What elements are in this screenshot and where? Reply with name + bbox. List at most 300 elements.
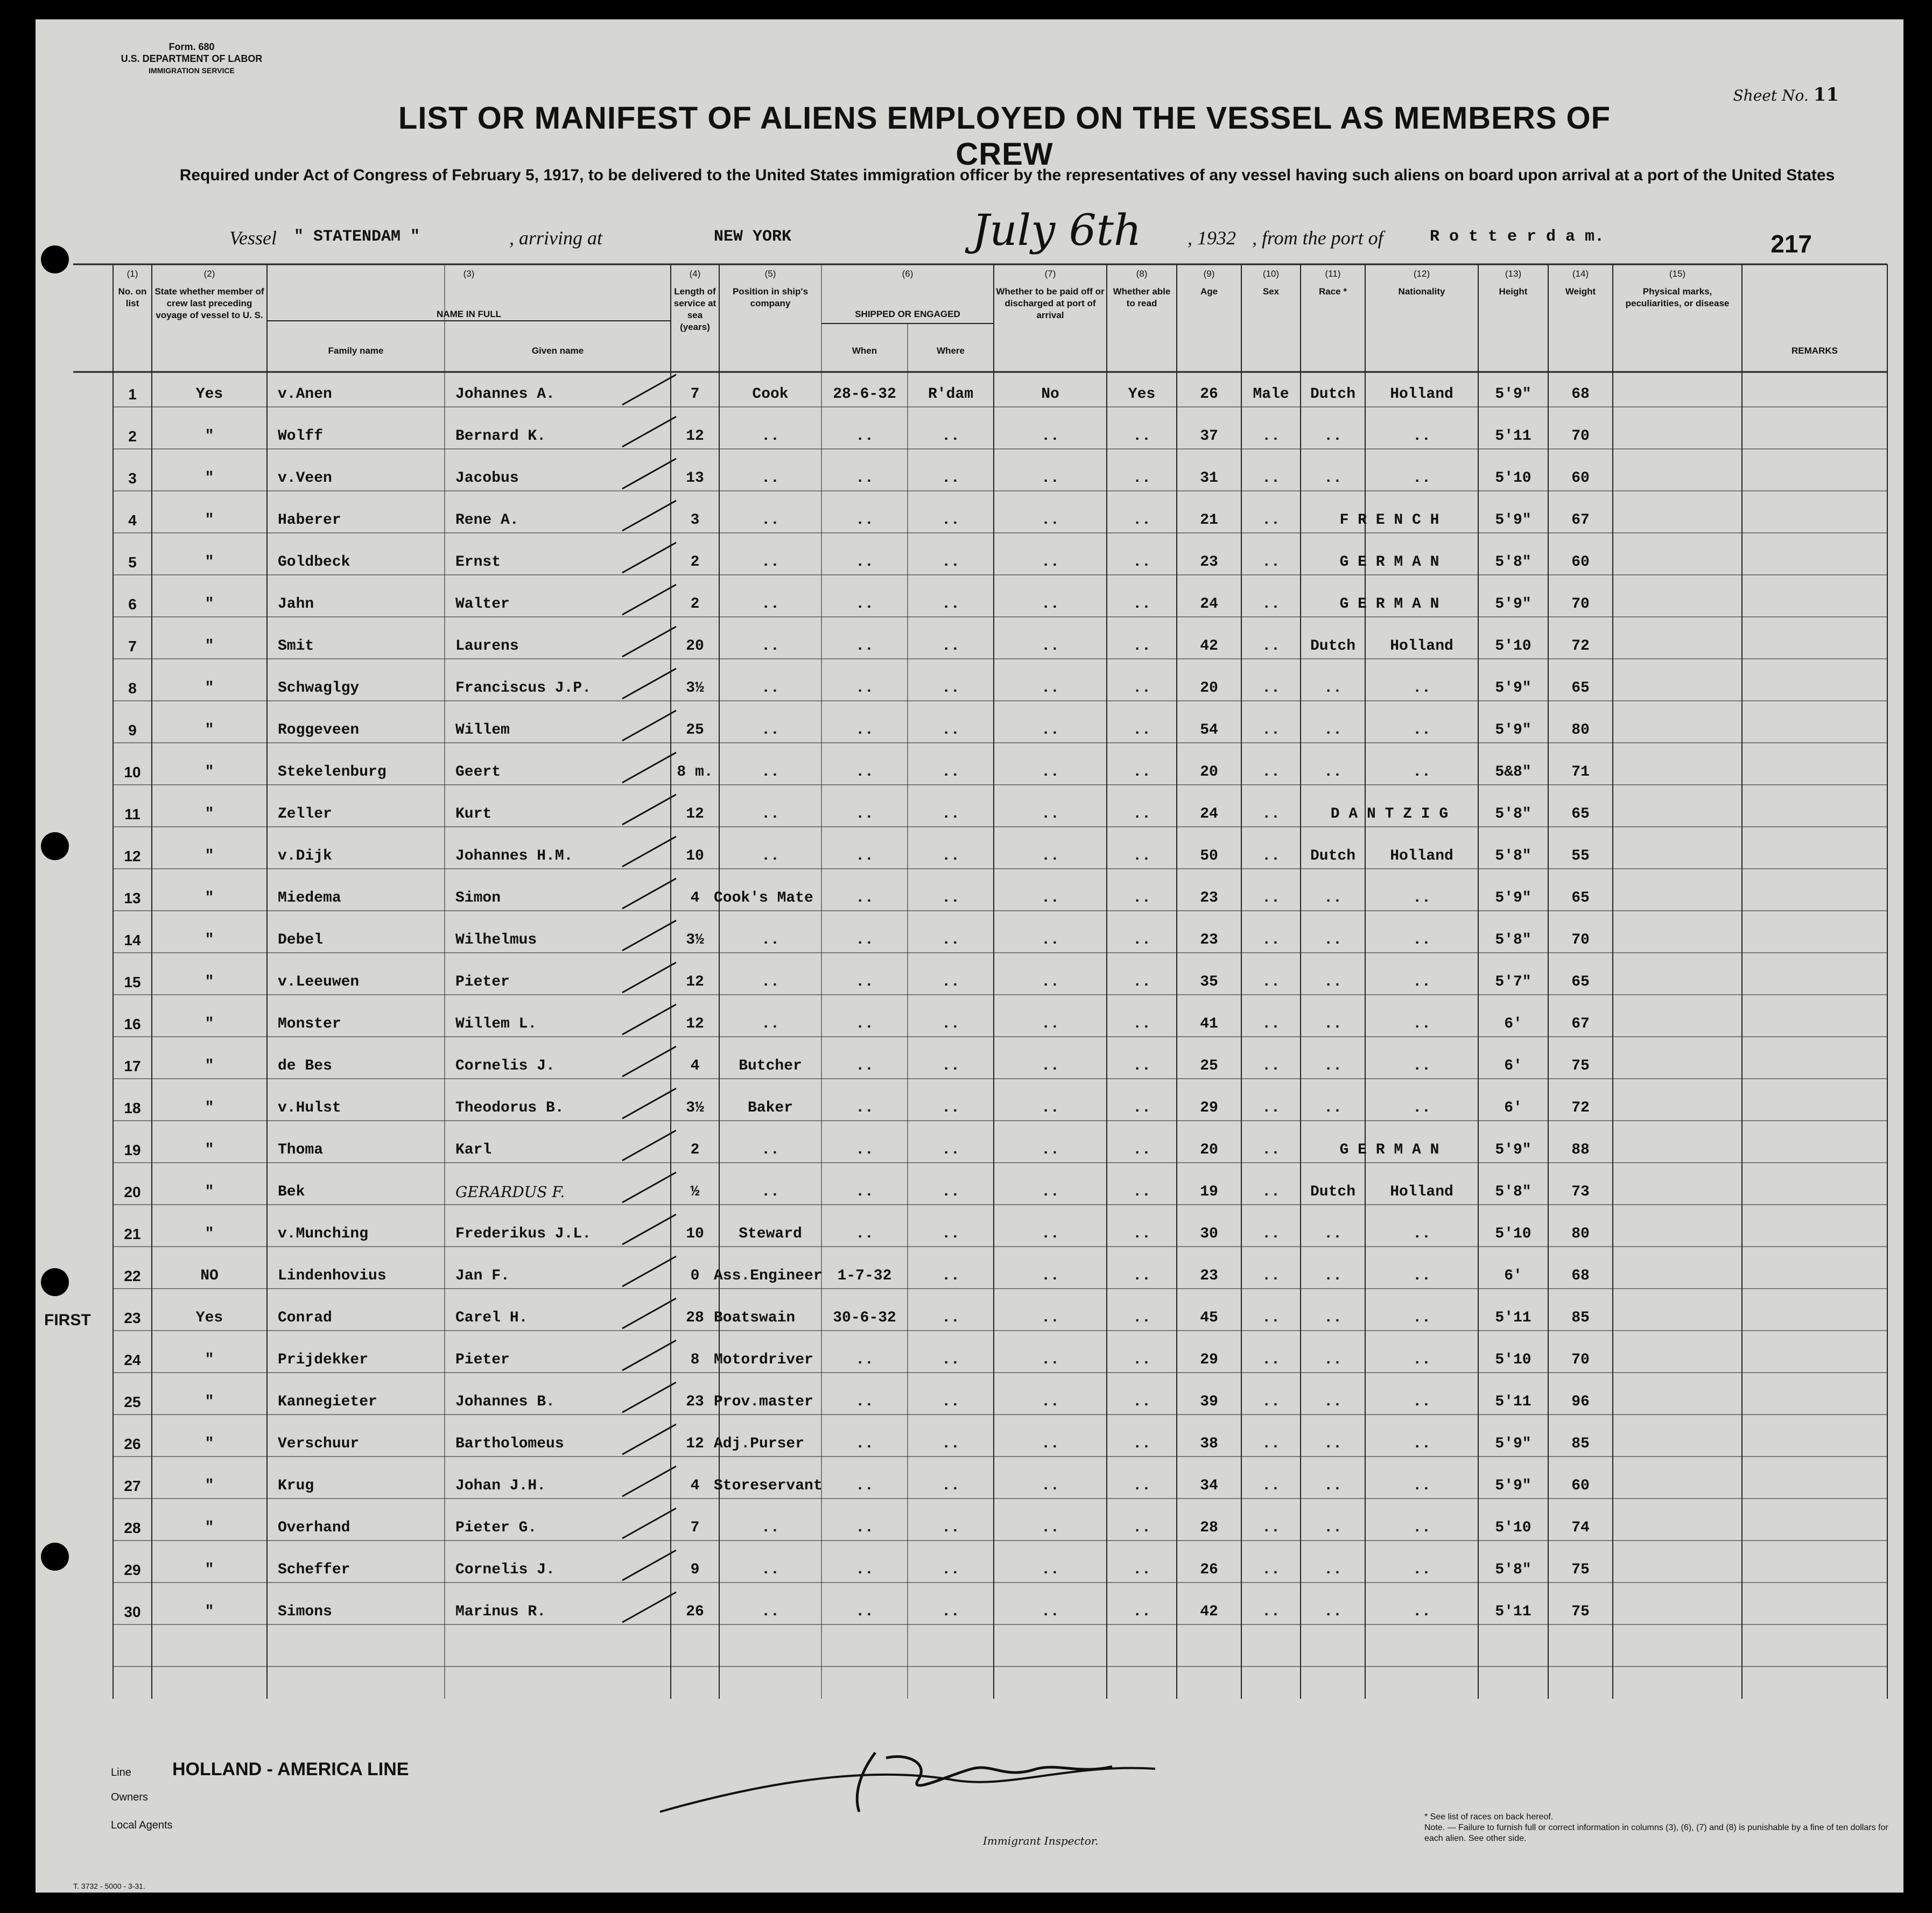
able-to-read: .. bbox=[1133, 1478, 1151, 1494]
weight: 72 bbox=[1571, 638, 1590, 655]
height: 5'11 bbox=[1495, 428, 1531, 445]
position: .. bbox=[761, 638, 779, 655]
column-number: (5) bbox=[764, 269, 776, 279]
service-years: 25 bbox=[686, 722, 704, 739]
age: 42 bbox=[1200, 1603, 1218, 1620]
position: Storeservant bbox=[714, 1478, 823, 1494]
weight: 70 bbox=[1571, 596, 1590, 613]
position: Adj.Purser bbox=[714, 1436, 805, 1452]
age: 54 bbox=[1200, 722, 1218, 739]
column-number: (14) bbox=[1572, 269, 1589, 279]
prior-voyage: " bbox=[205, 764, 214, 780]
race: .. bbox=[1324, 1268, 1342, 1284]
prior-voyage: " bbox=[205, 722, 214, 739]
given-name: Carel H. bbox=[455, 1310, 528, 1326]
weight: 80 bbox=[1571, 1226, 1590, 1242]
column-number: (11) bbox=[1325, 269, 1341, 279]
race: .. bbox=[1324, 1226, 1342, 1242]
paid-off: .. bbox=[1041, 470, 1059, 487]
family-name: Zeller bbox=[278, 806, 332, 822]
nationality: .. bbox=[1413, 1100, 1431, 1116]
family-name: v.Veen bbox=[278, 470, 332, 487]
weight: 65 bbox=[1571, 974, 1590, 990]
shipped-where: .. bbox=[942, 512, 960, 529]
sex: .. bbox=[1262, 1142, 1280, 1158]
check-mark bbox=[622, 920, 676, 951]
service-years: 10 bbox=[686, 848, 704, 864]
shipped-when: .. bbox=[855, 554, 874, 571]
c11-header: Race * bbox=[1319, 286, 1347, 297]
age: 37 bbox=[1200, 428, 1218, 445]
given-name: Franciscus J.P. bbox=[455, 680, 592, 697]
given-name: Frederikus J.L. bbox=[455, 1226, 592, 1242]
c13-header: Height bbox=[1499, 286, 1528, 297]
height: 5'9" bbox=[1495, 722, 1531, 739]
check-mark bbox=[622, 627, 676, 657]
given-name: Rene A. bbox=[455, 512, 519, 529]
prior-voyage: " bbox=[205, 1016, 214, 1032]
weight: 67 bbox=[1571, 1016, 1590, 1032]
race: .. bbox=[1324, 722, 1342, 739]
shipped-where: .. bbox=[942, 722, 960, 739]
paid-off: .. bbox=[1041, 428, 1059, 445]
nationality: .. bbox=[1413, 1016, 1431, 1032]
prior-voyage: " bbox=[205, 1520, 214, 1536]
column-number: (2) bbox=[203, 269, 215, 279]
penalty-note: Note. — Failure to furnish full or correct information in columns (3), (6), (7) and (8) is punishable by a fine of ten dollars for each alien. See other side. bbox=[1424, 1823, 1888, 1843]
family-name: Simons bbox=[278, 1603, 332, 1620]
given-name: Bartholomeus bbox=[455, 1436, 564, 1452]
family-name: Goldbeck bbox=[278, 554, 350, 571]
family-name-header: Family name bbox=[328, 346, 384, 356]
prior-voyage: " bbox=[205, 848, 214, 864]
row-number: 7 bbox=[128, 638, 137, 655]
able-to-read: Yes bbox=[1128, 386, 1156, 403]
prior-voyage: NO bbox=[200, 1268, 219, 1284]
family-name: Scheffer bbox=[278, 1562, 350, 1578]
prior-voyage: " bbox=[205, 638, 214, 655]
sex: .. bbox=[1262, 1352, 1280, 1368]
service-years: 12 bbox=[686, 1016, 704, 1032]
weight: 85 bbox=[1571, 1310, 1590, 1326]
weight: 55 bbox=[1571, 848, 1590, 864]
family-name: Prijdekker bbox=[278, 1352, 369, 1368]
row-number: 17 bbox=[124, 1058, 141, 1074]
weight: 60 bbox=[1571, 554, 1590, 571]
shipped-when: .. bbox=[855, 932, 874, 948]
prior-voyage: " bbox=[205, 680, 214, 697]
height: 5'11 bbox=[1495, 1394, 1531, 1410]
able-to-read: .. bbox=[1133, 1603, 1151, 1620]
race: .. bbox=[1324, 1394, 1342, 1410]
shipped-when: .. bbox=[855, 1226, 874, 1242]
prior-voyage: " bbox=[205, 1142, 214, 1158]
family-name: Miedema bbox=[278, 890, 341, 906]
service-years: 4 bbox=[690, 890, 700, 906]
document-title: LIST OR MANIFEST OF ALIENS EMPLOYED ON THE VESSEL AS MEMBERS OF CREW bbox=[398, 101, 1611, 172]
height: 5'9" bbox=[1495, 512, 1531, 529]
paid-off: .. bbox=[1041, 890, 1059, 906]
shipped-when: 30-6-32 bbox=[833, 1310, 896, 1326]
check-mark bbox=[622, 1214, 676, 1244]
service-years: 7 bbox=[690, 386, 700, 403]
age: 26 bbox=[1200, 386, 1218, 403]
shipped-when: .. bbox=[855, 764, 874, 780]
age: 21 bbox=[1200, 512, 1218, 529]
c15-header: Physical marks, peculiarities, or disease bbox=[1625, 286, 1730, 308]
shipped-when: .. bbox=[855, 974, 874, 990]
shipped-where: .. bbox=[942, 848, 960, 864]
prior-voyage: " bbox=[205, 1436, 214, 1452]
given-name: Ernst bbox=[455, 554, 501, 571]
height: 6' bbox=[1504, 1100, 1522, 1116]
check-mark bbox=[622, 1382, 676, 1412]
shipped-where: R'dam bbox=[928, 386, 973, 403]
weight: 65 bbox=[1571, 806, 1590, 822]
paid-off: .. bbox=[1041, 1394, 1059, 1410]
prior-voyage: " bbox=[205, 1562, 214, 1578]
check-mark bbox=[622, 459, 676, 489]
given-name: Willem L. bbox=[455, 1016, 537, 1032]
departure-port: R o t t e r d a m. bbox=[1430, 228, 1605, 246]
family-name: Debel bbox=[278, 932, 324, 948]
position: .. bbox=[761, 596, 779, 613]
check-mark bbox=[622, 752, 676, 783]
nationality: Holland bbox=[1390, 1184, 1453, 1200]
position: .. bbox=[761, 1520, 779, 1536]
service-years: 23 bbox=[686, 1394, 704, 1410]
sex: .. bbox=[1262, 1226, 1280, 1242]
prior-voyage: " bbox=[205, 428, 214, 445]
height: 5'9" bbox=[1495, 1478, 1531, 1494]
shipped-when: .. bbox=[855, 1603, 874, 1620]
height: 5'10 bbox=[1495, 470, 1531, 487]
check-mark bbox=[622, 1298, 676, 1328]
paid-off: .. bbox=[1041, 512, 1059, 529]
nationality: Holland bbox=[1390, 638, 1453, 655]
service-years: 7 bbox=[690, 1520, 700, 1536]
row-number: 2 bbox=[128, 428, 137, 445]
given-name: Simon bbox=[455, 890, 501, 906]
service-years: 3 bbox=[690, 512, 700, 529]
height: 5'9" bbox=[1495, 680, 1531, 697]
weight: 67 bbox=[1571, 512, 1590, 529]
height: 5'10 bbox=[1495, 638, 1531, 655]
c1-header: No. on list bbox=[118, 286, 147, 308]
age: 28 bbox=[1200, 1520, 1218, 1536]
age: 19 bbox=[1200, 1184, 1218, 1200]
weight: 70 bbox=[1571, 1352, 1590, 1368]
shipped-when: .. bbox=[855, 1184, 874, 1200]
given-name: Pieter G. bbox=[455, 1520, 537, 1536]
shipped-when: .. bbox=[855, 1058, 874, 1074]
family-name: Haberer bbox=[278, 512, 341, 529]
shipped-where: .. bbox=[942, 1058, 960, 1074]
height: 5'8" bbox=[1495, 848, 1531, 864]
check-mark bbox=[622, 1256, 676, 1286]
able-to-read: .. bbox=[1133, 1268, 1151, 1284]
able-to-read: .. bbox=[1133, 764, 1151, 780]
c4-header: Length of service at sea (years) bbox=[673, 286, 716, 332]
sex: .. bbox=[1262, 512, 1280, 529]
position: .. bbox=[761, 1562, 779, 1578]
c9-header: Age bbox=[1200, 286, 1218, 297]
sex: .. bbox=[1262, 764, 1280, 780]
service-years: 12 bbox=[686, 806, 704, 822]
family-name: Krug bbox=[278, 1478, 314, 1494]
position: .. bbox=[761, 428, 779, 445]
check-mark bbox=[622, 1508, 676, 1538]
column-number: (10) bbox=[1262, 269, 1280, 279]
able-to-read: .. bbox=[1133, 638, 1151, 655]
local-agents-label: Local Agents bbox=[111, 1819, 173, 1831]
nationality: .. bbox=[1413, 1226, 1431, 1242]
paid-off: .. bbox=[1041, 1058, 1059, 1074]
c5-header: Position in ship's company bbox=[732, 286, 809, 308]
given-name: GERARDUS F. bbox=[455, 1183, 565, 1201]
race: .. bbox=[1324, 764, 1342, 780]
paid-off: .. bbox=[1041, 1016, 1059, 1032]
service-years: 3½ bbox=[686, 680, 704, 697]
row-number: 16 bbox=[124, 1016, 141, 1032]
form-service: IMMIGRATION SERVICE bbox=[149, 66, 235, 75]
row-number: 13 bbox=[124, 890, 141, 906]
race: .. bbox=[1324, 1352, 1342, 1368]
service-years: 8 m. bbox=[677, 764, 713, 780]
row-number: 24 bbox=[124, 1352, 141, 1368]
sex: .. bbox=[1262, 470, 1280, 487]
service-years: ½ bbox=[690, 1184, 700, 1200]
check-mark bbox=[622, 1172, 676, 1202]
given-name: Marinus R. bbox=[455, 1603, 546, 1620]
sex: .. bbox=[1262, 974, 1280, 990]
able-to-read: .. bbox=[1133, 848, 1151, 864]
shipped-when: .. bbox=[855, 470, 874, 487]
shipped-where: .. bbox=[942, 1562, 960, 1578]
prior-voyage: " bbox=[205, 932, 214, 948]
nationality: Holland bbox=[1390, 848, 1453, 864]
race: Dutch bbox=[1310, 848, 1355, 864]
able-to-read: .. bbox=[1133, 1436, 1151, 1452]
form-number: Form. 680 bbox=[168, 41, 215, 52]
height: 5'8" bbox=[1495, 1562, 1531, 1578]
nationality: .. bbox=[1413, 1268, 1431, 1284]
height: 5'8" bbox=[1495, 806, 1531, 822]
shipped-when: .. bbox=[855, 1478, 874, 1494]
given-name: Johannes H.M. bbox=[455, 848, 573, 864]
age: 20 bbox=[1200, 680, 1218, 697]
paid-off: .. bbox=[1041, 1142, 1059, 1158]
prior-voyage: " bbox=[205, 1478, 214, 1494]
height: 5'9" bbox=[1495, 1142, 1531, 1158]
nationality: Holland bbox=[1390, 386, 1453, 403]
row-number: 9 bbox=[128, 722, 137, 739]
age: 23 bbox=[1200, 890, 1218, 906]
family-name: Conrad bbox=[278, 1310, 332, 1326]
column-number: (8) bbox=[1136, 269, 1148, 279]
able-to-read: .. bbox=[1133, 554, 1151, 571]
given-name: Jacobus bbox=[455, 470, 519, 487]
able-to-read: .. bbox=[1133, 470, 1151, 487]
age: 24 bbox=[1200, 596, 1218, 613]
nationality: .. bbox=[1413, 1352, 1431, 1368]
paid-off: .. bbox=[1041, 680, 1059, 697]
height: 5'9" bbox=[1495, 386, 1531, 403]
position: Cook's Mate bbox=[714, 890, 813, 906]
shipped-where: .. bbox=[942, 974, 960, 990]
race: .. bbox=[1324, 1016, 1342, 1032]
position: Cook bbox=[752, 386, 789, 403]
prior-voyage: " bbox=[205, 1184, 214, 1200]
row-number: 11 bbox=[124, 806, 140, 822]
position: .. bbox=[761, 1184, 779, 1200]
shipped-where: .. bbox=[942, 806, 960, 822]
races-note: * See list of races on back hereof. bbox=[1424, 1812, 1554, 1821]
column-number: (3) bbox=[463, 269, 475, 279]
shipped-when: .. bbox=[855, 512, 874, 529]
paid-off: .. bbox=[1041, 1352, 1059, 1368]
paid-off: .. bbox=[1041, 1268, 1059, 1284]
shipped-when: 1-7-32 bbox=[837, 1268, 892, 1284]
given-name: Bernard K. bbox=[455, 428, 546, 445]
able-to-read: .. bbox=[1133, 806, 1151, 822]
when-header: When bbox=[852, 346, 877, 356]
page-number: 217 bbox=[1771, 230, 1812, 258]
shipped-when: .. bbox=[855, 722, 874, 739]
row-number: 6 bbox=[128, 596, 137, 613]
family-name: Roggeveen bbox=[278, 722, 360, 739]
sex: .. bbox=[1262, 806, 1280, 822]
prior-voyage: Yes bbox=[195, 386, 223, 403]
given-name: Karl bbox=[455, 1142, 492, 1158]
shipped-where: .. bbox=[942, 1520, 960, 1536]
weight: 75 bbox=[1571, 1603, 1590, 1620]
race: .. bbox=[1324, 890, 1342, 906]
service-years: 2 bbox=[690, 554, 700, 571]
position: .. bbox=[761, 848, 779, 864]
service-years: 10 bbox=[686, 1226, 704, 1242]
sheet-number-value: 11 bbox=[1813, 84, 1839, 106]
height: 5'10 bbox=[1495, 1352, 1531, 1368]
given-name: Johan J.H. bbox=[455, 1478, 546, 1494]
prior-voyage: " bbox=[205, 1058, 214, 1074]
row-number: 30 bbox=[124, 1603, 141, 1620]
column-number: (7) bbox=[1044, 269, 1056, 279]
sex: .. bbox=[1262, 1268, 1280, 1284]
able-to-read: .. bbox=[1133, 1310, 1151, 1326]
nationality: .. bbox=[1413, 428, 1431, 445]
nationality: .. bbox=[1413, 1562, 1431, 1578]
check-mark bbox=[622, 1424, 676, 1454]
able-to-read: .. bbox=[1133, 1394, 1151, 1410]
sex: .. bbox=[1262, 1436, 1280, 1452]
line-label: Line bbox=[111, 1767, 131, 1778]
c8-header: Whether able to read bbox=[1113, 286, 1171, 308]
weight: 75 bbox=[1571, 1562, 1590, 1578]
sex: .. bbox=[1262, 1016, 1280, 1032]
shipped-where: .. bbox=[942, 1436, 960, 1452]
form-department: U.S. DEPARTMENT OF LABOR bbox=[121, 53, 263, 64]
paid-off: .. bbox=[1041, 1310, 1059, 1326]
shipped-where: .. bbox=[942, 680, 960, 697]
check-mark bbox=[622, 1130, 676, 1161]
service-years: 4 bbox=[690, 1058, 700, 1074]
row-number: 14 bbox=[124, 932, 141, 948]
prior-voyage: Yes bbox=[195, 1310, 223, 1326]
row-number: 1 bbox=[128, 386, 137, 403]
nationality: .. bbox=[1413, 1603, 1431, 1620]
check-mark bbox=[622, 1466, 676, 1496]
race: G E R M A N bbox=[1339, 554, 1439, 571]
able-to-read: .. bbox=[1133, 596, 1151, 613]
sex: .. bbox=[1262, 680, 1280, 697]
weight: 70 bbox=[1571, 428, 1590, 445]
height: 6' bbox=[1504, 1016, 1522, 1032]
column-number: (6) bbox=[902, 269, 914, 279]
c14-header: Weight bbox=[1565, 286, 1596, 297]
paid-off: .. bbox=[1041, 1226, 1059, 1242]
sex: .. bbox=[1262, 1478, 1280, 1494]
position: .. bbox=[761, 1016, 779, 1032]
prior-voyage: " bbox=[205, 890, 214, 906]
owners-label: Owners bbox=[111, 1791, 148, 1803]
height: 5'8" bbox=[1495, 1184, 1531, 1200]
paid-off: .. bbox=[1041, 1436, 1059, 1452]
nationality: .. bbox=[1413, 932, 1431, 948]
row-number: 15 bbox=[124, 974, 141, 990]
c10-header: Sex bbox=[1262, 286, 1280, 297]
race: .. bbox=[1324, 1058, 1342, 1074]
prior-voyage: " bbox=[205, 806, 214, 822]
family-name: Bek bbox=[278, 1184, 305, 1200]
c2-header: State whether member of crew last preceding voyage of vessel to U. S. bbox=[154, 286, 264, 320]
sex: .. bbox=[1262, 1310, 1280, 1326]
row-number: 25 bbox=[124, 1394, 141, 1410]
given-name: Geert bbox=[455, 764, 501, 780]
family-name: Smit bbox=[278, 638, 314, 655]
service-years: 2 bbox=[690, 1142, 700, 1158]
sex: .. bbox=[1262, 722, 1280, 739]
given-name: Cornelis J. bbox=[455, 1058, 555, 1074]
sex: Male bbox=[1253, 386, 1289, 403]
sheet-number-label: Sheet No. bbox=[1733, 87, 1809, 104]
nationality: .. bbox=[1413, 470, 1431, 487]
family-name: Monster bbox=[278, 1016, 341, 1032]
row-number: 19 bbox=[124, 1142, 141, 1158]
position: .. bbox=[761, 932, 779, 948]
paid-off: .. bbox=[1041, 1520, 1059, 1536]
race: Dutch bbox=[1310, 638, 1355, 655]
shipped-where: .. bbox=[942, 428, 960, 445]
shipped-when: .. bbox=[855, 1436, 874, 1452]
weight: 60 bbox=[1571, 470, 1590, 487]
family-name: Overhand bbox=[278, 1520, 350, 1536]
given-name-header: Given name bbox=[531, 346, 584, 356]
family-name: v.Hulst bbox=[278, 1100, 341, 1116]
age: 50 bbox=[1200, 848, 1218, 864]
age: 23 bbox=[1200, 932, 1218, 948]
age: 34 bbox=[1200, 1478, 1218, 1494]
race: .. bbox=[1324, 1603, 1342, 1620]
position: .. bbox=[761, 680, 779, 697]
sex: .. bbox=[1262, 1562, 1280, 1578]
position: Boatswain bbox=[714, 1310, 796, 1326]
weight: 68 bbox=[1571, 1268, 1590, 1284]
service-years: 0 bbox=[690, 1268, 700, 1284]
position: Butcher bbox=[739, 1058, 802, 1074]
height: 5&8" bbox=[1495, 764, 1531, 780]
prior-voyage: " bbox=[205, 1603, 214, 1620]
